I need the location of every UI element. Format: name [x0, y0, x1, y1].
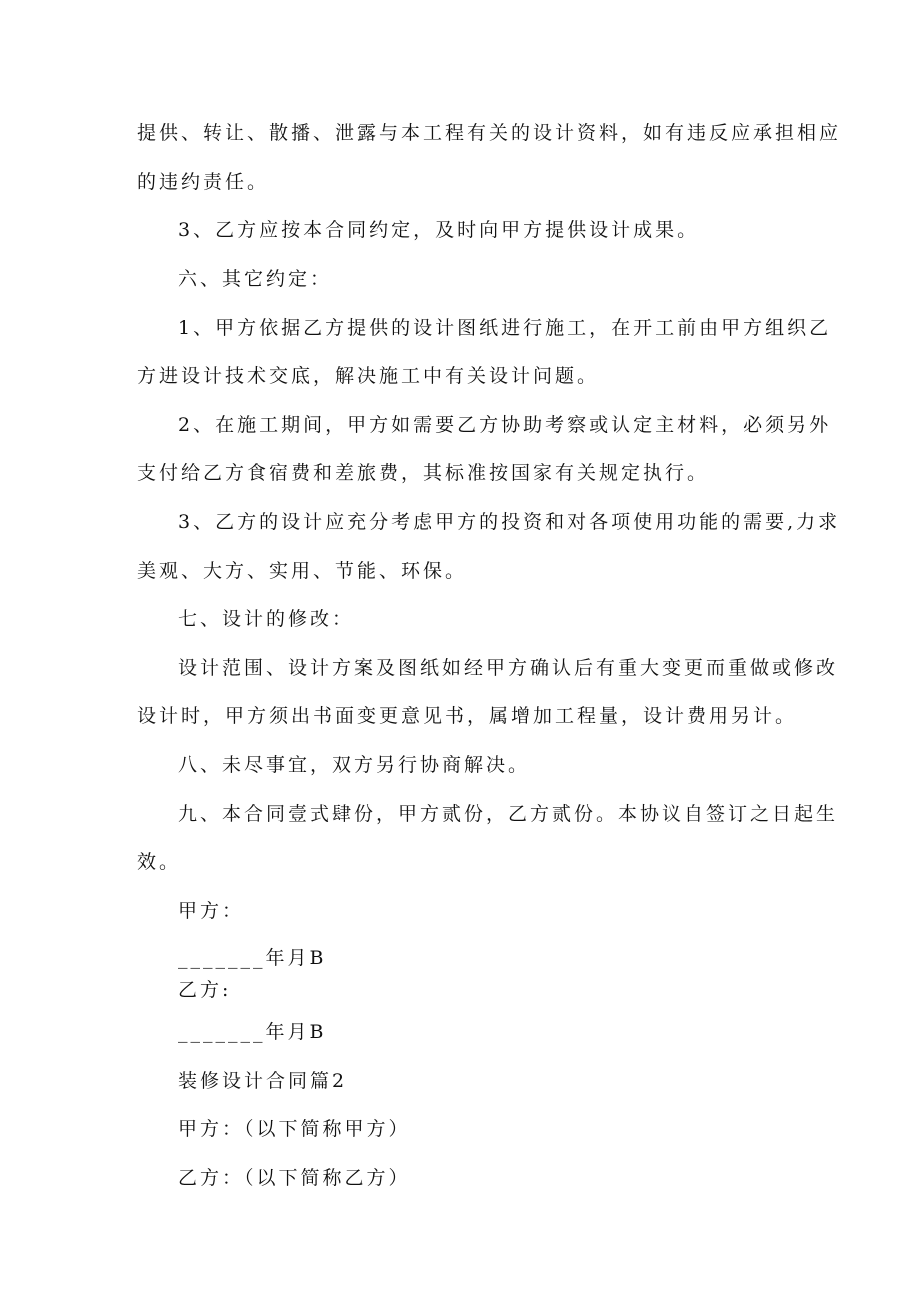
paragraph-line: 设计时，甲方须出书面变更意见书，属增加工程量，设计费用另计。: [137, 705, 798, 727]
section-heading: 六、其它约定：: [178, 268, 333, 290]
paragraph-line: 方进设计技术交底，解决施工中有关设计问题。: [137, 365, 600, 387]
paragraph-line: 美观、大方、实用、节能、环保。: [137, 560, 468, 582]
party-a-label: 甲方：: [178, 900, 245, 922]
party-b-label: 乙方:: [178, 979, 232, 1001]
paragraph-line: 3、乙方应按本合同约定，及时向甲方提供设计成果。: [178, 219, 700, 241]
paragraph-line: 1、甲方依据乙方提供的设计图纸进行施工，在开工前由甲方组织乙: [178, 317, 832, 339]
party-a-label: 甲方：（以下简称甲方）: [178, 1118, 411, 1140]
paragraph-line: 设计范围、设计方案及图纸如经甲方确认后有重大变更而重做或修改: [178, 657, 839, 679]
paragraph-line: 支付给乙方食宿费和差旅费，其标准按国家有关规定执行。: [137, 462, 710, 484]
paragraph-line: 3、乙方的设计应充分考虑甲方的投资和对各项使用功能的需要,力求: [178, 511, 841, 533]
paragraph-line: 提供、转让、散播、泄露与本工程有关的设计资料，如有违反应承担相应: [137, 122, 842, 144]
paragraph-line: 效。: [137, 851, 182, 873]
paragraph-line: 的违约责任。: [137, 171, 270, 193]
section-heading: 八、未尽事宜，双方另行协商解决。: [178, 754, 531, 776]
section-heading: 七、设计的修改：: [178, 608, 355, 630]
paragraph-line: 九、本合同壹式肆份，甲方贰份，乙方贰份。本协议自签订之日起生: [178, 803, 839, 825]
paragraph-line: 2、在施工期间，甲方如需要乙方协助考察或认定主材料，必须另外: [178, 414, 832, 436]
date-line: _______年月B: [178, 1021, 327, 1043]
party-b-label: 乙方：（以下简称乙方）: [178, 1167, 411, 1189]
date-line: _______年月B: [178, 947, 327, 969]
section-heading: 装修设计合同篇2: [178, 1070, 348, 1092]
